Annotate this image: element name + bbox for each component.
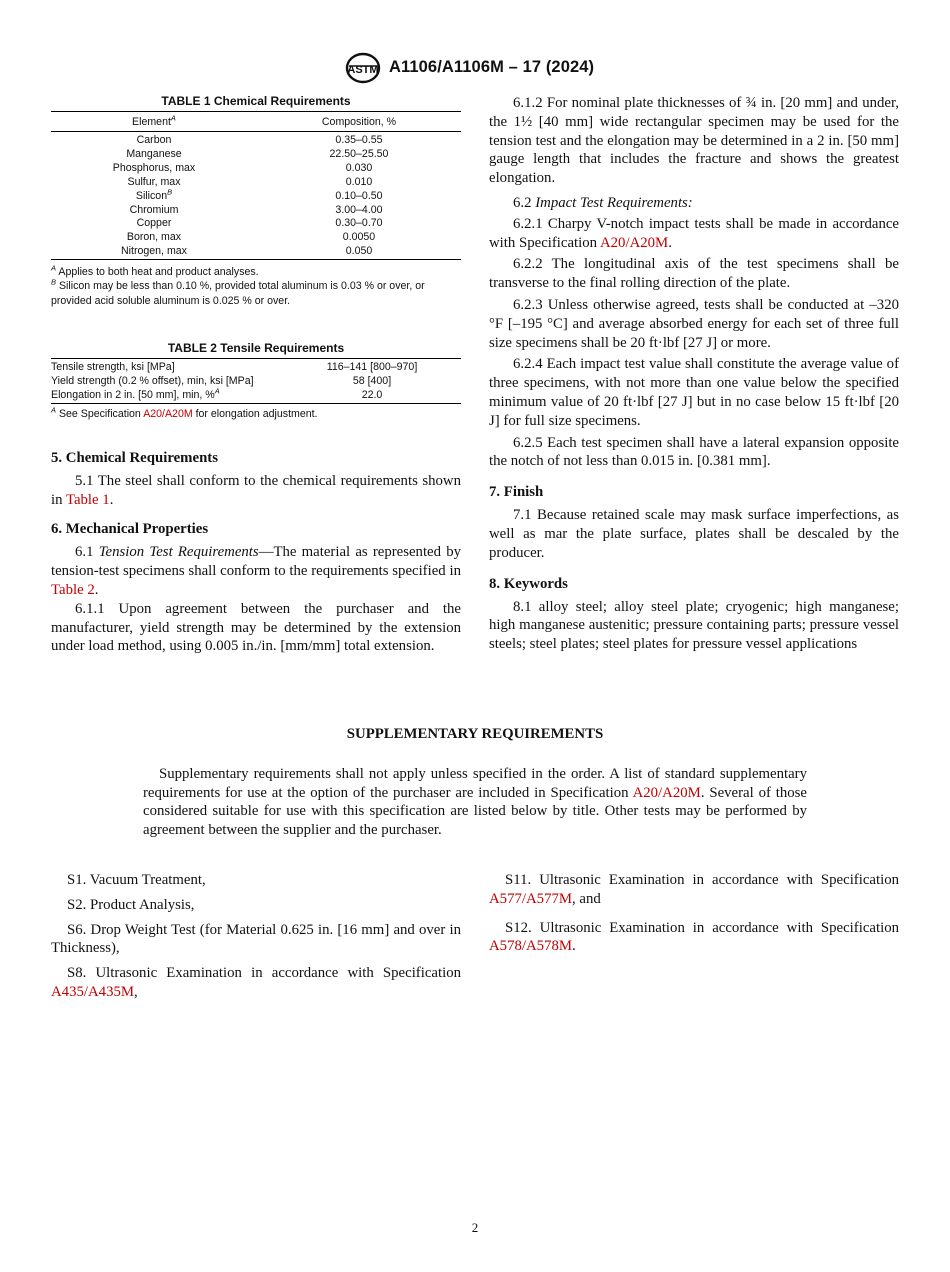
table-cell-element: Chromium	[129, 203, 179, 216]
spec-link-a20[interactable]: A20/A20M	[599, 234, 669, 251]
table-cell-element: Nitrogen, max	[121, 245, 187, 258]
table2-title: TABLE 2 Tensile Requirements	[167, 340, 345, 355]
supplementary-right-list	[489, 871, 899, 956]
table-row	[51, 374, 461, 388]
paragraph-6-2-1: 6.2.1 Charpy V-notch impact tests shall be made in accordance with Specification A20/A20M.	[489, 215, 899, 251]
table1-header-row	[51, 112, 461, 132]
table-cell-element: Silicon$^B$	[135, 187, 173, 202]
table-cell-element: Phosphorus, max	[112, 161, 196, 174]
table1-header-element: Element$^A$	[51, 112, 257, 132]
chemical-requirements-table	[51, 111, 461, 260]
list-item-s6: S6. Drop Weight Test (for Material 0.625 in. [16 mm] and over in Thickness),	[51, 921, 461, 957]
paragraph-6-1-2: 6.1.2 For nominal plate thicknesses of ¾ in. [20 mm] and under, the 1½ [40 mm] wide rectangular specimen may be used for the tension test and the elongation may be determined in a 2 in. [50 mm] gauge length that includes the fracture and shows the greatest elongation.	[489, 95, 899, 187]
paragraph-6-2-5: 6.2.5 Each test specimen shall have a lateral expansion opposite the notch of not less than 0.015 in. [0.381 mm].	[489, 434, 899, 470]
paragraph-6-2-3: 6.2.3 Unless otherwise agreed, tests shall be conducted at –320 °F [–195 °C] and average absorbed energy for each set of three full size specimens shall be 20 ft·lbf [27 J] or more.	[489, 296, 899, 351]
table-cell-value: 3.00–4.00	[335, 203, 383, 216]
table-row	[51, 148, 461, 162]
table-cell-element: Sulfur, max	[127, 175, 181, 188]
left-column	[51, 94, 461, 656]
table-cell-label: Elongation in 2 in. [50 mm], min, %$^A$	[51, 386, 220, 402]
spec-link-a578[interactable]: A578/A578M	[489, 938, 573, 955]
table-cell-element: Manganese	[126, 147, 182, 160]
tensile-requirements-table	[51, 358, 461, 404]
right-column	[489, 94, 899, 654]
table-cell-value: 22.0	[361, 389, 383, 402]
table-cell-value: 0.30–0.70	[335, 217, 383, 230]
paragraph-7-1: 7.1 Because retained scale may mask surface imperfections, as well as mar the plate surface, plates shall be descaled by the producer.	[489, 507, 899, 561]
section5-heading: 5. Chemical Requirements	[51, 449, 218, 466]
paragraph-6-2-2: 6.2.2 The longitudinal axis of the test specimens shall be transverse to the final rolling direction of the plate.	[489, 256, 899, 292]
table1-title: TABLE 1 Chemical Requirements	[161, 94, 351, 108]
section7-heading: 7. Finish	[489, 484, 544, 501]
page-number: 2	[471, 1220, 479, 1235]
table1-footnote-b: $^B$ Silicon may be less than 0.10 %, provided total aluminum is 0.03 % or over, or provided acid soluble aluminum is 0.025 % or over.	[51, 277, 425, 307]
table-cell-value: 22.50–25.50	[329, 147, 389, 160]
list-item-s2: S2. Product Analysis,	[67, 896, 195, 913]
spec-link-a435[interactable]: A435/A435M	[51, 983, 135, 1000]
section6-heading: 6. Mechanical Properties	[51, 521, 209, 538]
table-row	[51, 217, 461, 231]
table-cell-value: 0.050	[345, 245, 373, 258]
table-cell-value: 0.35–0.55	[335, 134, 383, 146]
table-row	[51, 231, 461, 245]
paragraph-5-1: 5.1 The steel shall conform to the chemical requirements shown in Table 1.	[51, 472, 461, 508]
table-row	[51, 132, 461, 148]
spec-link-a577[interactable]: A577/A577M	[489, 890, 573, 907]
section8-heading: 8. Keywords	[489, 575, 568, 592]
table-row	[51, 358, 461, 374]
table-cell-element: Carbon	[136, 134, 172, 146]
page-header	[0, 52, 950, 84]
list-item-s1: S1. Vacuum Treatment,	[67, 872, 206, 888]
table-row	[51, 204, 461, 218]
list-item-s11: S11. Ultrasonic Examination in accordance with Specification A577/A577M, and	[489, 872, 899, 907]
table-cell-value: 0.030	[345, 161, 373, 174]
list-item-s8: S8. Ultrasonic Examination in accordance with Specification A435/A435M,	[51, 965, 461, 1000]
table1-header-composition: Composition, %	[257, 112, 461, 132]
paragraph-6-1-1: 6.1.1 Upon agreement between the purchaser and the manufacturer, yield strength may be determined by the extension under load method, using 0.005 in./in. [mm/mm] total extension.	[51, 600, 461, 655]
paragraph-6-2-4: 6.2.4 Each impact test value shall constitute the average value of three specimens, with not more than one value below the specified minimum value of 20 ft·lbf [27 J] but in no case below 15 ft·lbf [20 J] for full size specimens.	[489, 356, 899, 429]
table-cell-value: 0.0050	[342, 231, 376, 244]
table-row	[51, 388, 461, 403]
svg-text:ASTM: ASTM	[347, 64, 379, 76]
table-cell-value: 0.10–0.50	[335, 189, 383, 202]
paragraph-8-1: 8.1 alloy steel; alloy steel plate; cryogenic; high manganese; high manganese austenitic; pressure containing parts; pressure vessel steels; steel plates; steel plates for pressure vessel applications	[489, 598, 899, 653]
table1-footnote-a: $^A$ Applies to both heat and product analyses.	[51, 263, 259, 279]
paragraph-6-2: 6.2 Impact Test Requirements:	[513, 194, 693, 211]
astm-logo-icon	[345, 52, 381, 84]
supplementary-title: SUPPLEMENTARY REQUIREMENTS	[346, 726, 604, 742]
table1-link[interactable]: Table 1	[65, 491, 110, 508]
table-cell-label: Yield strength (0.2 % offset), min, ksi [MPa]	[51, 375, 254, 388]
table-cell-value: 0.010	[345, 175, 373, 188]
table-row	[51, 245, 461, 259]
list-item-s12: S12. Ultrasonic Examination in accordance with Specification A578/A578M.	[489, 919, 899, 955]
document-id: A1106/A1106M – 17 (2024)	[389, 58, 595, 76]
supplementary-intro: Supplementary requirements shall not apply unless specified in the order. A list of standard supplementary requirements for use at the option of the purchaser are included in Specification A20/A20M. Several of those considered suitable for use with this specification are listed below by title. Other tests may be performed by agreement between the supplier and the purchaser.	[143, 766, 807, 838]
table2-link[interactable]: Table 2	[51, 582, 95, 599]
supplementary-left-list	[51, 871, 461, 1002]
table-cell-value: 58 [400]	[352, 375, 392, 388]
table-row	[51, 162, 461, 176]
table-cell-value: 116–141 [800–970]	[326, 360, 418, 373]
table-cell-label: Tensile strength, ksi [MPa]	[51, 360, 175, 373]
table-row	[51, 190, 461, 204]
paragraph-6-1: 6.1 Tension Test Requirements—The material as represented by tension-test specimens shall conform to the requirements specified in Table 2.	[51, 544, 461, 599]
table-row	[51, 176, 461, 190]
table-cell-element: Copper	[136, 217, 172, 230]
table2-footnote-a: $^A$ See Specification A20/A20M for elongation adjustment.	[51, 405, 318, 420]
table-cell-element: Boron, max	[126, 231, 182, 244]
spec-link-a20[interactable]: A20/A20M	[632, 784, 701, 801]
spec-link-a20[interactable]: A20/A20M	[143, 407, 193, 420]
